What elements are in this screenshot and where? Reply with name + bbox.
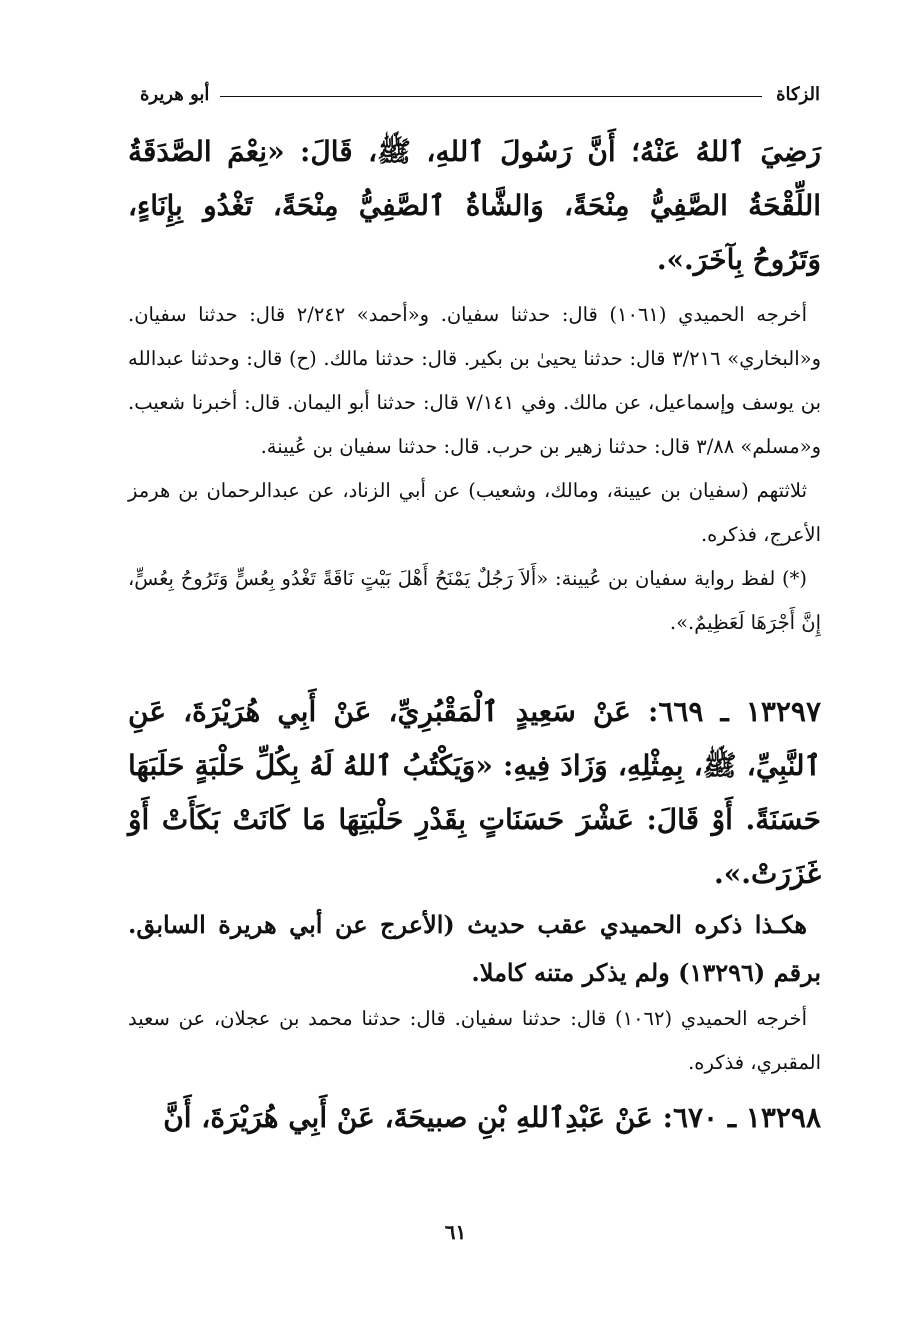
hadith-text: رَضِيَ ٱللهُ عَنْهُ؛ أَنَّ رَسُولَ ٱللهِ، ﷺ، قَالَ: «نِعْمَ الصَّدَقَةُ اللِّقْحَةُ الصَّفِيُّ مِنْحَةً، وَالشَّاةُ ٱلصَّفِيُّ مِنْحَةً، تَغْدُو بِإِنَاءٍ، وَتَرُوحُ بِآخَرَ.». [128,135,821,276]
takhrij-paragraph: ثلاثتهم (سفيان بن عيينة، ومالك، وشعيب) عن أبي الزناد، عن عبدالرحمان بن هرمز الأعرج، فذكره. [128,479,821,546]
header-rule [220,96,762,97]
takhrij-paragraph: أخرجه الحميدي (١٠٦٢) قال: حدثنا سفيان. قال: حدثنا محمد بن عجلان، عن سعيد المقبري، فذكره. [128,1007,821,1074]
hadith-entry: ١٣٢٩٧ ـ ٦٦٩: عَنْ سَعِيدٍ ٱلْمَقْبُرِيِّ، عَنْ أَبِي هُرَيْرَةَ، عَنِ ٱلنَّبِيِّ، ﷺ، بِمِثْلِهِ، وَزَادَ فِيهِ: «وَيَكْتُبُ ٱللهُ لَهُ بِكُلِّ حَلْبَةٍ حَلَبَهَا حَسَنَةً. أَوْ قَالَ: عَشْرَ حَسَنَاتٍ بِقَدْرِ حَلْبَتِهَا مَا كَانَتْ بَكَأَتْ أَوْ غَزَرَتْ.». [128,695,822,890]
running-header [140,84,820,112]
page-body [128,125,821,1145]
page-number: ٦١ [444,1220,467,1244]
header-chapter: الزكاة [776,84,820,105]
variant-note: (*) لفظ رواية سفيان بن عُيينة: «أَلاَ رَجُلٌ يَمْنَحُ أَهْلَ بَيْتٍ نَاقَةً تَغْدُو بِعُسٍّ وَتَرُوحُ بِعُسٍّ، إِنَّ أَجْرَهَا لَعَظِيمٌ.». [128,567,821,634]
takhrij-paragraph: أخرجه الحميدي (١٠٦١) قال: حدثنا سفيان. و«أحمد» ٢/٢٤٢ قال: حدثنا سفيان. و«البخاري» ٣/٢١٦ قال: حدثنا يحيىٰ بن بكير. قال: حدثنا مالك. (ح) قال: وحدثنا عبدالله بن يوسف وإسماعيل، عن مالك. وفي ٧/١٤١ قال: حدثنا أبو اليمان. قال: أخبرنا شعيب. و«مسلم» ٣/٨٨ قال: حدثنا زهير بن حرب. قال: حدثنا سفيان بن عُيينة. [128,303,822,458]
commentary-paragraph: هكـذا ذكره الحميدي عقب حديث (الأعرج عن أبي هريرة السابق. برقم (١٣٢٩٦) ولم يذكر متنه كاملا. [128,910,821,987]
header-narrator: أبو هريرة [140,84,210,105]
hadith-entry: ١٣٢٩٨ ـ ٦٧٠: عَنْ عَبْدِٱللهِ بْنِ صبيحَةَ، عَنْ أَبِي هُرَيْرَةَ، أَنَّ [163,1101,821,1134]
